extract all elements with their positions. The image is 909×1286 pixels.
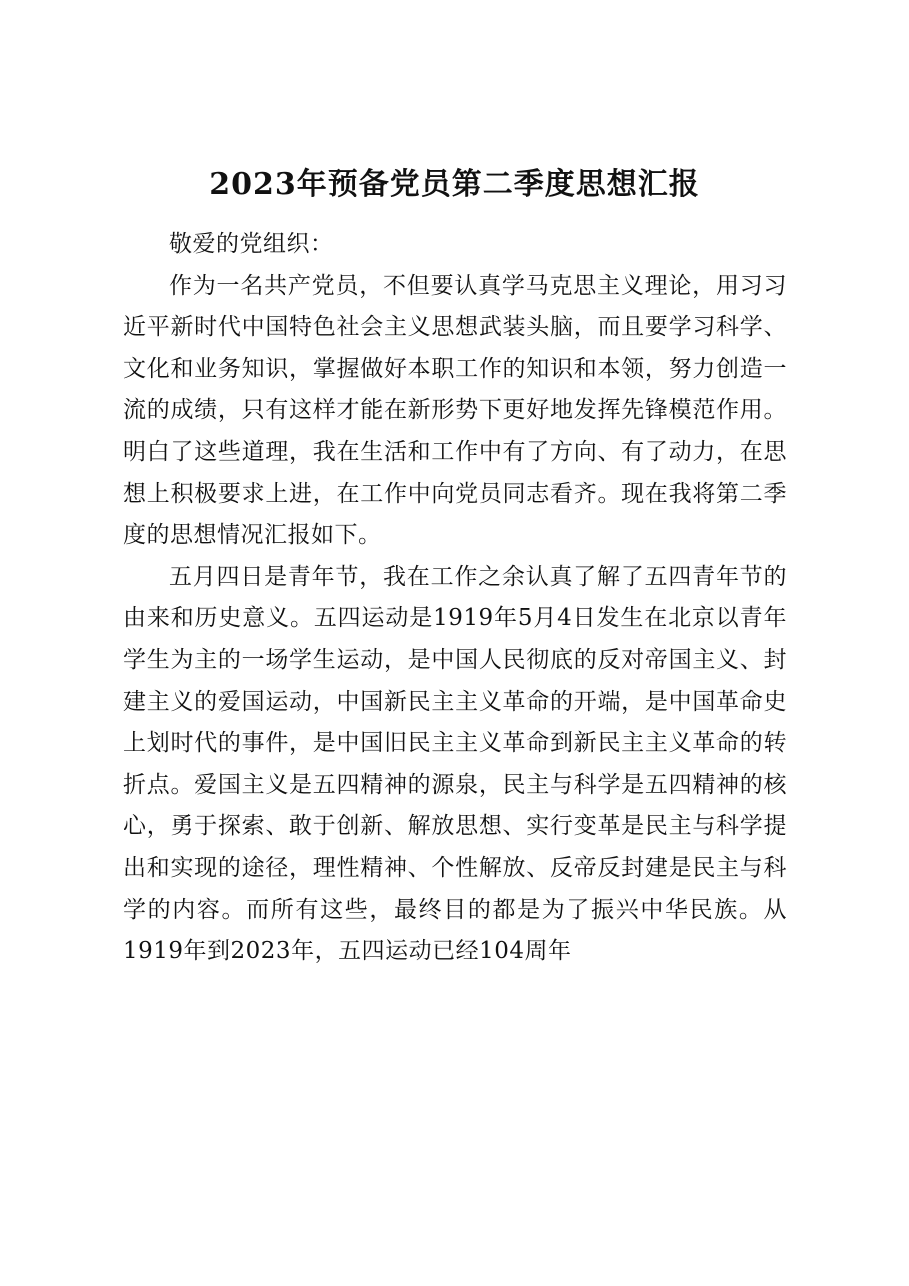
salutation: 敬爱的党组织： — [169, 231, 334, 257]
paragraph-intro: 作为一名共产党员，不但要认真学马克思主义理论，用习习近平新时代中国特色社会主义思想武装头脑，而且要学习科学、文化和业务知识，掌握做好本职工作的知识和本领，努力创造一流的成绩，只有这样才能在新形势下更好地发挥先锋模范作用。明白了这些道理，我在生活和工作中有了方向、有了动力，在思想上积极要求上进，在工作中向党员同志看齐。现在我将第二季度的思想情况汇报如下。 — [123, 272, 787, 549]
document-body — [123, 224, 787, 973]
paragraph-may-fourth: 五月四日是青年节，我在工作之余认真了解了五四青年节的由来和历史意义。五四运动是1919年5月4日发生在北京以青年学生为主的一场学生运动，是中国人民彻底的反对帝国主义、封建主义的爱国运动，中国新民主主义革命的开端，是中国革命史上划时代的事件，是中国旧民主主义革命到新民主主义革命的转折点。爱国主义是五四精神的源泉，民主与科学是五四精神的核心，勇于探索、敢于创新、解放思想、实行变革是民主与科学提出和实现的途径，理性精神、个性解放、反帝反封建是民主与科学的内容。而所有这些，最终目的都是为了振兴中华民族。从1919年到2023年，五四运动已经104周年 — [123, 563, 787, 965]
document-title: 2023年预备党员第二季度思想汇报 — [209, 167, 700, 202]
